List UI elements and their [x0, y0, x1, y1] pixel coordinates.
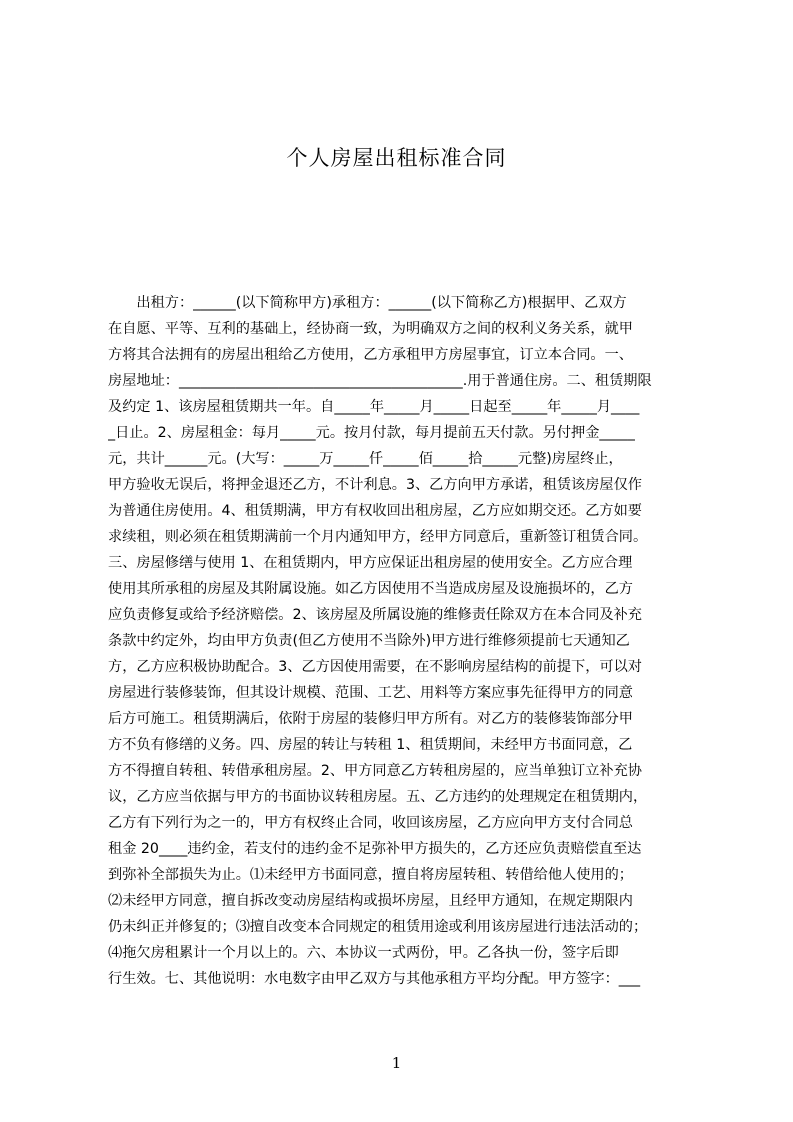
body-line: 行生效。七、其他说明：水电数字由甲乙双方与其他承租方平均分配。甲方签字：___ [108, 971, 641, 987]
body-line: 房屋地址：________________________________________.用于普通住房。二、租赁期限 [108, 373, 652, 389]
body-line: _日止。2、房屋租金：每月_____元。按月付款，每月提前五天付款。另付押金_____ [108, 425, 635, 441]
body-line: 甲方验收无误后，将押金退还乙方，不计利息。3、乙方向甲方承诺，租赁该房屋仅作 [108, 477, 642, 493]
body-line: 房屋进行装修装饰，但其设计规模、范围、工艺、用料等方案应事先征得甲方的同意 [108, 685, 633, 701]
document-title: 个人房屋出租标准合同 [286, 146, 507, 170]
body-line: 方，乙方应积极协助配合。3、乙方因使用需要，在不影响房屋结构的前提下，可以对 [108, 659, 642, 675]
body-line: ⑵未经甲方同意，擅自拆改变动房屋结构或损坏房屋，且经甲方通知，在规定期限内 [108, 893, 633, 909]
body-line: ⑷拖欠房租累计一个月以上的。六、本协议一式两份，甲。乙各执一份，签字后即 [108, 945, 619, 961]
body-line: 后方可施工。租赁期满后，依附于房屋的装修归甲方所有。对乙方的装修装饰部分甲 [108, 711, 633, 727]
body-line: 租金 20____违约金，若支付的违约金不足弥补甲方损失的，乙方还应负责赔偿直至达 [108, 841, 642, 857]
body-line: 仍未纠正并修复的；⑶擅自改变本合同规定的租赁用途或利用该房屋进行违法活动的； [108, 919, 648, 935]
body-line: 使用其所承租的房屋及其附属设施。如乙方因使用不当造成房屋及设施损坏的，乙方 [108, 581, 633, 597]
body-line: 条款中约定外，均由甲方负责(但乙方使用不当除外)甲方进行维修须提前七天通知乙 [108, 633, 630, 649]
contract-body [108, 290, 698, 992]
body-line: 到弥补全部损失为止。⑴未经甲方书面同意，擅自将房屋转租、转借给他人使用的； [108, 867, 633, 883]
body-line: 为普通住房使用。4、租赁期满，甲方有权收回出租房屋，乙方应如期交还。乙方如要 [108, 503, 642, 519]
body-line: 方不负有修缮的义务。四、房屋的转让与转租 1、租赁期间，未经甲方书面同意，乙 [108, 737, 633, 753]
body-line: 及约定 1、该房屋租赁期共一年。自_____年_____月_____日起至_____年_____月____ [108, 399, 640, 415]
page-number: 1 [391, 1054, 402, 1072]
body-line: 在自愿、平等、互利的基础上，经协商一致，为明确双方之间的权利义务关系，就甲 [108, 321, 633, 337]
body-line: 应负责修复或给予经济赔偿。2、该房屋及所属设施的维修责任除双方在本合同及补充 [108, 607, 642, 623]
body-line: 求续租，则必须在租赁期满前一个月内通知甲方，经甲方同意后，重新签订租赁合同。 [108, 529, 648, 545]
body-line: 乙方有下列行为之一的，甲方有权终止合同，收回该房屋，乙方应向甲方支付合同总 [108, 815, 633, 831]
body-line: 方将其合法拥有的房屋出租给乙方使用，乙方承租甲方房屋事宜，订立本合同。一、 [108, 347, 633, 363]
body-line: 出租方：______(以下简称甲方)承租方：______(以下简称乙方)根据甲、乙双方 [108, 295, 627, 311]
body-line: 元，共计______元。(大写：_____万_____仟_____佰_____拾_____元整)房屋终止， [108, 451, 623, 467]
body-line: 三、房屋修缮与使用 1、在租赁期内，甲方应保证出租房屋的使用安全。乙方应合理 [108, 555, 633, 571]
body-line: 议，乙方应当依据与甲方的书面协议转租房屋。五、乙方违约的处理规定在租赁期内， [108, 789, 648, 805]
body-line: 方不得擅自转租、转借承租房屋。2、甲方同意乙方转租房屋的，应当单独订立补充协 [108, 763, 642, 779]
